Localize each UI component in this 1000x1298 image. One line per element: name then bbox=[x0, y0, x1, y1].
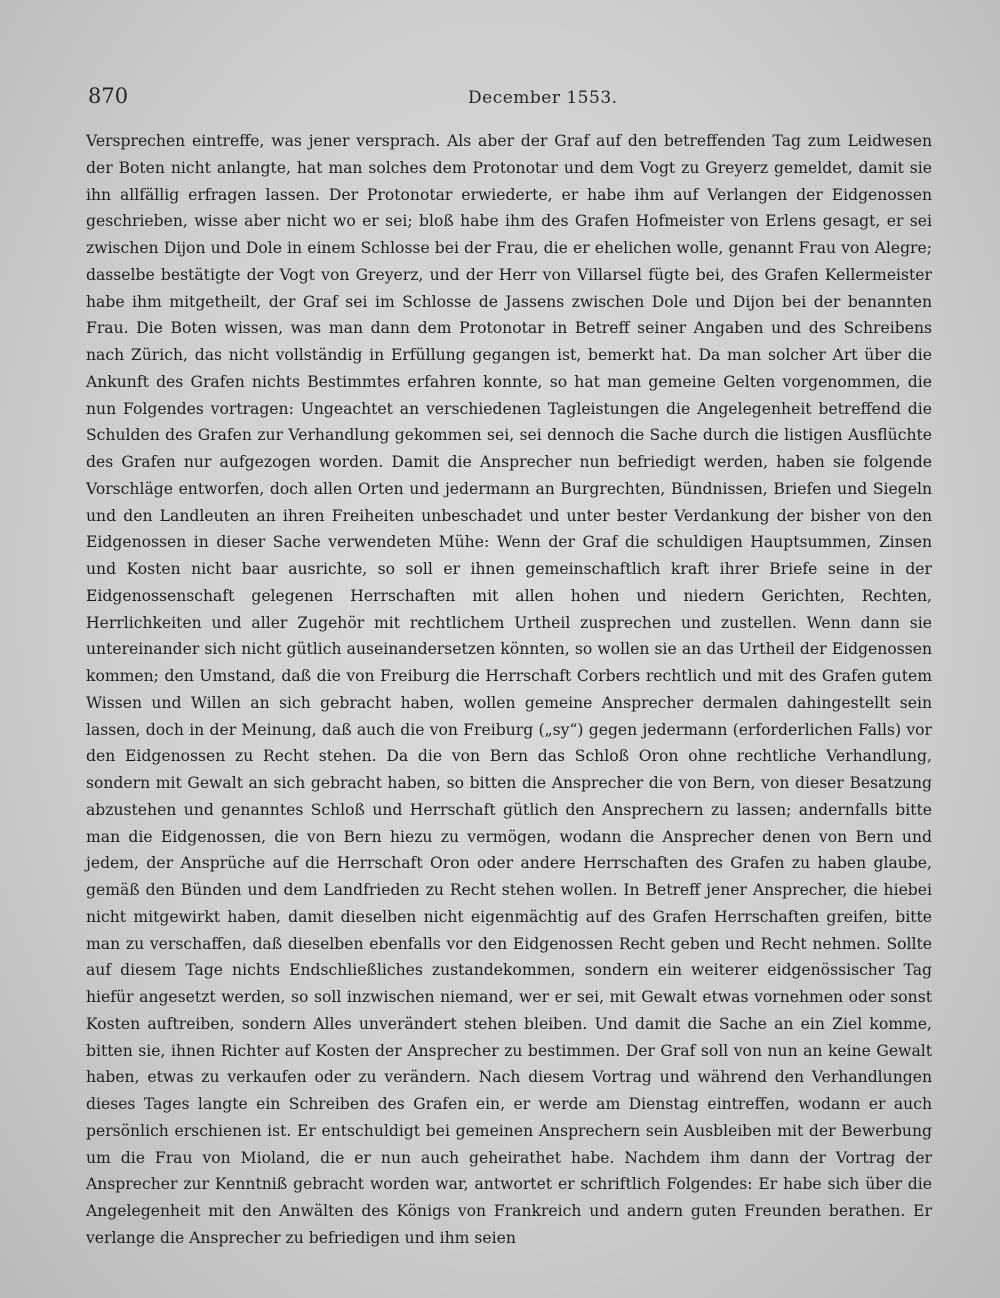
running-head: December 1553. bbox=[468, 88, 618, 108]
body-paragraph: Versprechen eintreffe, was jener versprach. Als aber der Graf auf den betreffenden Tag zum Leidwesen der Boten nicht anlangte, hat man solches dem Protonotar und dem Vogt zu Greyerz gemeldet, damit sie ihn allfällig erfragen lassen. Der Protonotar erwiederte, er habe ihm auf Verlangen der Eidgenossen geschrieben, wisse aber nicht wo er sei; bloß habe ihm des Grafen Hofmeister von Erlens gesagt, er sei zwischen Dijon und Dole in einem Schlosse bei der Frau, die er ehelichen wolle, genannt Frau von Alegre; dasselbe bestätigte der Vogt von Greyerz, und der Herr von Villarsel fügte bei, des Grafen Kellermeister habe ihm mitgetheilt, der Graf sei im Schlosse de Jassens zwischen Dole und Dijon bei der benannten Frau. Die Boten wissen, was man dann dem Protonotar in Betreff seiner Angaben und des Schreibens nach Zürich, das nicht vollständig in Erfüllung gegangen ist, bemerkt hat. Da man solcher Art über die Ankunft des Grafen nichts Bestimmtes erfahren konnte, so hat man gemeine Gelten vorgenommen, die nun Folgendes vortragen: Ungeachtet an verschiedenen Tagleistungen die Angelegenheit betreffend die Schulden des Grafen zur Verhandlung gekommen sei, sei dennoch die Sache durch die listigen Ausflüchte des Grafen nur aufgezogen worden. Damit die Ansprecher nun befriedigt werden, haben sie folgende Vorschläge entworfen, doch allen Orten und jedermann an Burgrechten, Bündnissen, Briefen und Siegeln und den Landleuten an ihren Freiheiten unbeschadet und unter bester Verdankung der bisher von den Eidgenossen in dieser Sache verwendeten Mühe: Wenn der Graf die schuldigen Hauptsummen, Zinsen und Kosten nicht baar ausrichte, so soll er ihnen gemeinschaftlich kraft ihrer Briefe seine in der Eidgenossenschaft gelegenen Herrschaften mit allen hohen und niedern Gerichten, Rechten, Herrlichkeiten und aller Zugehör mit rechtlichem Urtheil zusprechen und zustellen. Wenn dann sie untereinander sich nicht gütlich auseinandersetzen könnten, so wollen sie an das Urtheil der Eidgenossen kommen; den Umstand, daß die von Freiburg die Herrschaft Corbers rechtlich und mit des Grafen gutem Wissen und Willen an sich gebracht haben, wollen gemeine Ansprecher dermalen dahingestellt sein lassen, doch in der Meinung, daß auch die von Freiburg („sy“) gegen jedermann (erforderlichen Falls) vor den Eidgenossen zu Recht stehen. Da die von Bern das Schloß Oron ohne rechtliche Verhandlung, sondern mit Gewalt an sich gebracht haben, so bitten die Ansprecher die von Bern, von dieser Besatzung abzustehen und genanntes Schloß und Herrschaft gütlich den Ansprechern zu lassen; andernfalls bitte man die Eidgenossen, die von Bern hiezu zu vermögen, wodann die Ansprecher denen von Bern und jedem, der Ansprüche auf die Herrschaft Oron oder andere Herrschaften des Grafen zu haben glaube, gemäß den Bünden und dem Landfrieden zu Recht stehen wollen. In Betreff jener Ansprecher, die hiebei nicht mitgewirkt haben, damit dieselben nicht eigenmächtig auf des Grafen Herrschaften greifen, bitte man zu verschaffen, daß dieselben ebenfalls vor den Eidgenossen Recht geben und Recht nehmen. Sollte auf diesem Tage nichts Endschließliches zustandekommen, sondern ein weiterer eidgenössischer Tag hiefür angesetzt werden, so soll inzwischen niemand, wer er sei, mit Gewalt etwas vornehmen oder sonst Kosten auftreiben, sondern Alles unverändert stehen bleiben. Und damit die Sache an ein Ziel komme, bitten sie, ihnen Richter auf Kosten der Ansprecher zu bestimmen. Der Graf soll von nun an keine Gewalt haben, etwas zu verkaufen oder zu verändern. Nach diesem Vortrag und während den Verhandlungen dieses Tages langte ein Schreiben des Grafen ein, er werde am Dienstag eintreffen, wodann er auch persönlich erschienen ist. Er entschuldigt bei gemeinen Ansprechern sein Ausbleiben mit der Bewerbung um die Frau von Mioland, die er nun auch geheirathet habe. Nachdem ihm dann der Vortrag der Ansprecher zur Kenntniß gebracht worden war, antwortet er schriftlich Folgendes: Er habe sich über die Angelegenheit mit den Anwälten des Königs von Frankreich und andern guten Freunden berathen. Er verlange die Ansprecher zu befriedigen und ihm seien bbox=[86, 132, 932, 1247]
page-header bbox=[88, 84, 908, 120]
page-number: 870 bbox=[88, 84, 129, 108]
